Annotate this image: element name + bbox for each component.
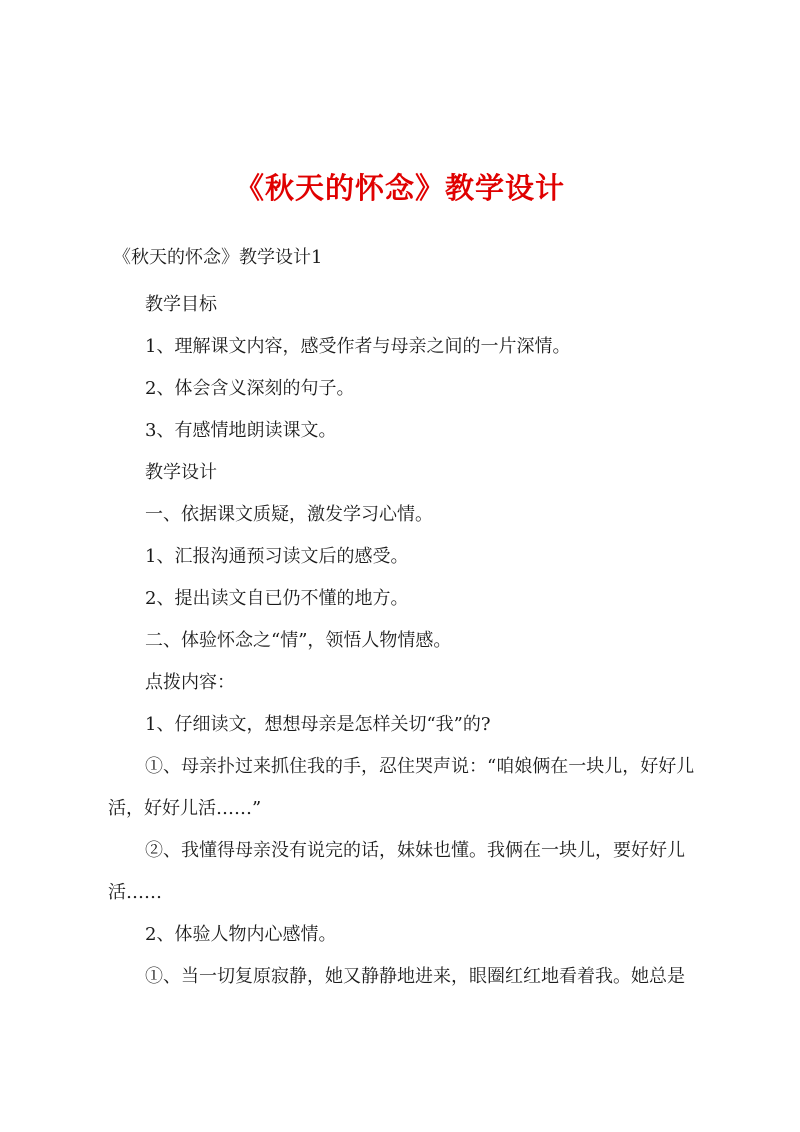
- paragraph: 3、有感情地朗读课文。: [145, 420, 337, 441]
- paragraph: 点拨内容：: [145, 672, 235, 693]
- paragraph: 1、汇报沟通预习读文后的感受。: [145, 546, 409, 567]
- paragraph: 教学设计: [145, 462, 217, 483]
- paragraph: 2、体会含义深刻的句子。: [145, 378, 355, 399]
- paragraph: 1、仔细读文，想想母亲是怎样关切“我”的?: [145, 714, 491, 735]
- paragraph: 2、提出读文自已仍不懂的地方。: [145, 588, 409, 609]
- document-title: 《秋天的怀念》教学设计: [234, 171, 565, 205]
- paragraph: 教学目标: [145, 294, 217, 315]
- paragraph: 2、体验人物内心感情。: [145, 924, 337, 945]
- document-subtitle: 《秋天的怀念》教学设计1: [113, 247, 323, 268]
- paragraph: 1、理解课文内容，感受作者与母亲之间的一片深情。: [145, 336, 571, 357]
- paragraph: 二、体验怀念之“情”，领悟人物情感。: [145, 630, 452, 651]
- paragraph: ②、我懂得母亲没有说完的话，妹妹也懂。我俩在一块儿，要好好儿活……: [108, 840, 685, 903]
- paragraph: 一、依据课文质疑，激发学习心情。: [145, 504, 433, 525]
- paragraph: ①、当一切复原寂静，她又静静地进来，眼圈红红地看着我。她总是: [145, 966, 685, 987]
- paragraph: ①、母亲扑过来抓住我的手，忍住哭声说：“咱娘俩在一块儿，好好儿活，好好儿活……”: [108, 756, 695, 819]
- document-body: [108, 284, 706, 998]
